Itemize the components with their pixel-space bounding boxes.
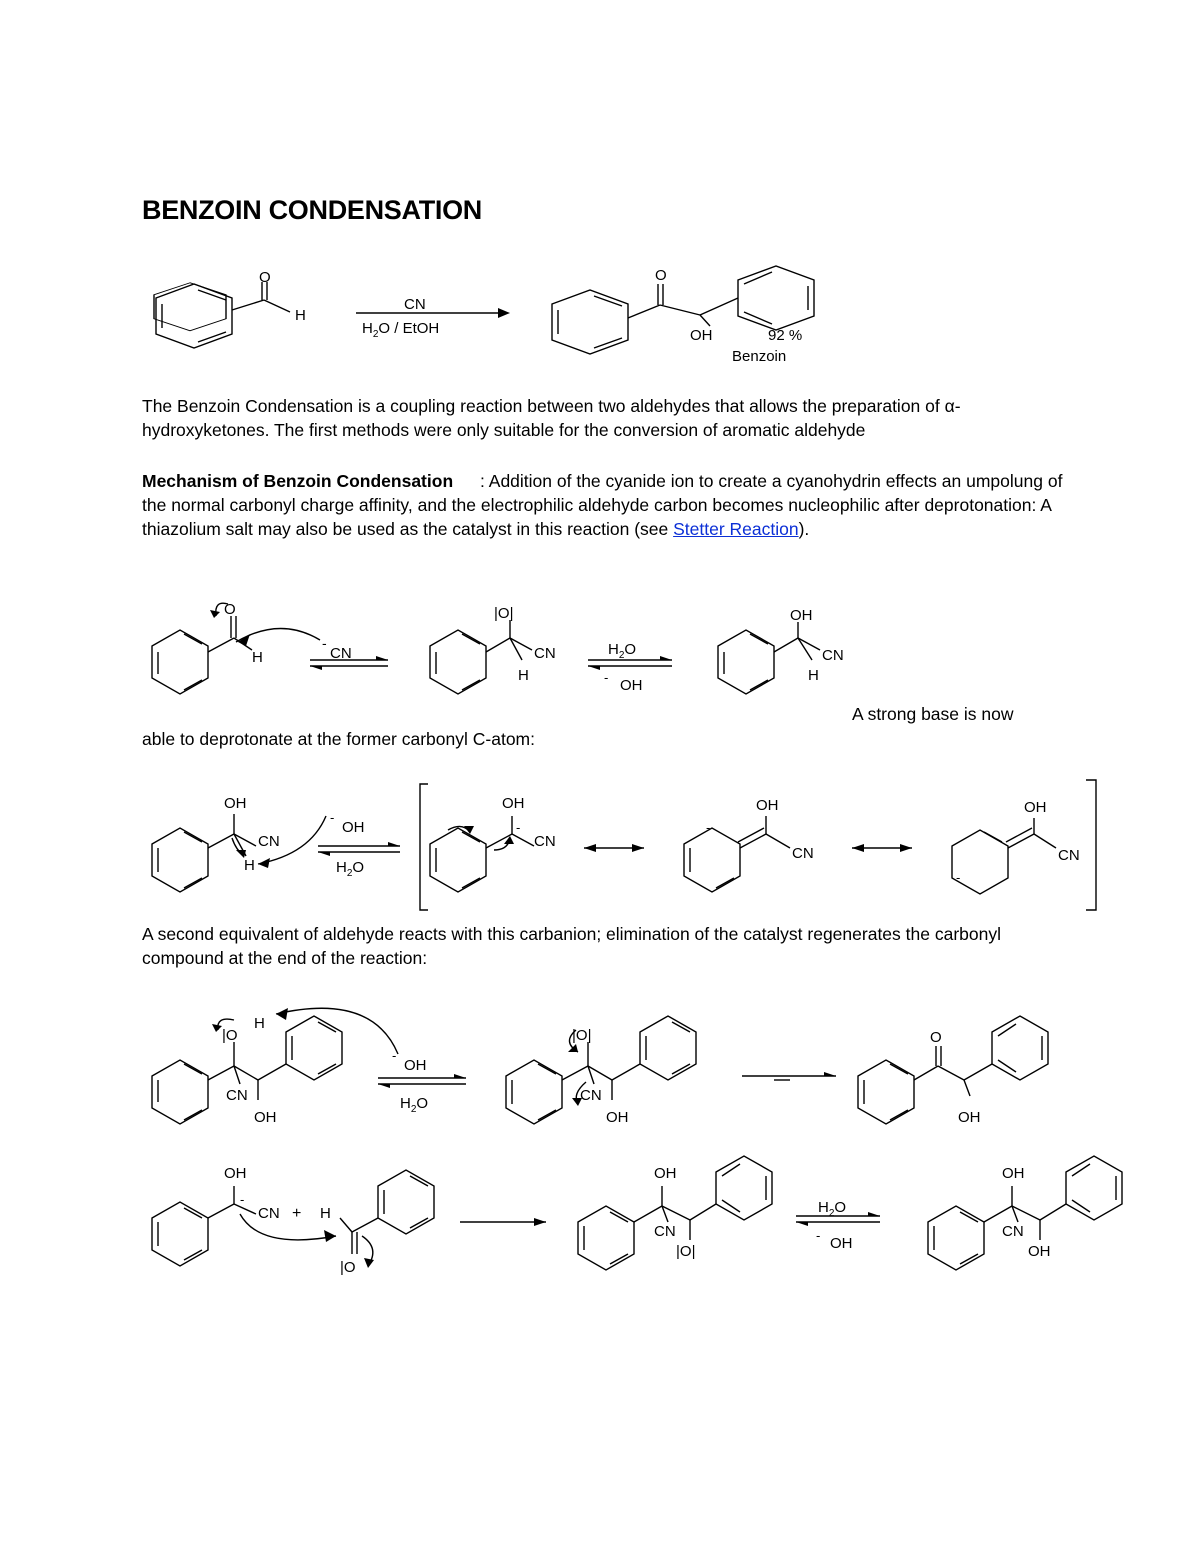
s4-cn-2: CN: [580, 1087, 602, 1104]
s5-cn-3: CN: [1002, 1223, 1024, 1240]
s2-cn-3: CN: [822, 647, 844, 664]
scheme1-yield: 92 %: [768, 327, 803, 344]
stetter-reaction-link[interactable]: Stetter Reaction: [673, 519, 799, 539]
strong-base-text: A strong base is now: [852, 704, 1014, 724]
s5-o-lp: |O|: [676, 1243, 696, 1260]
mechanism-heading: Mechanism of Benzoin Condensation: [142, 471, 454, 491]
s3-cn-3: CN: [792, 845, 814, 862]
s2-cn-2: CN: [534, 645, 556, 662]
cyanide-addition-scheme: [0, 590, 1200, 700]
s3-oh-1: OH: [224, 795, 247, 812]
s4-cn-1: CN: [226, 1087, 248, 1104]
s2-h-2: H: [518, 667, 529, 684]
s5-oh-1: OH: [224, 1165, 247, 1182]
s5-water: $H_2O$: [818, 1199, 847, 1219]
s2-cn: CN: [330, 645, 352, 662]
s2-minus: -: [322, 635, 327, 651]
s4-minus-1: -: [392, 1048, 397, 1063]
s3-minus-4: -: [956, 870, 961, 885]
second-equivalent-paragraph: A second equivalent of aldehyde reacts with this carbanion; elimination of the catalyst regenerates the carbonyl compound at the end of the reaction:: [142, 924, 1001, 968]
s4-h-1: H: [254, 1015, 265, 1032]
s2-o: O: [224, 601, 236, 618]
intro-paragraph: The Benzoin Condensation is a coupling reaction between two aldehydes that allows the preparation of α-hydroxyketones. The first methods were only suitable for the conversion of aromatic aldehyde: [142, 396, 961, 440]
s5-oh-4: OH: [1028, 1243, 1051, 1260]
s4-oh-2: OH: [606, 1109, 629, 1126]
s5-oh-2: OH: [654, 1165, 677, 1182]
scheme1-oh: OH: [690, 327, 713, 344]
s2-h-3: H: [808, 667, 819, 684]
scheme1-o: O: [259, 269, 271, 286]
s5-h-1: H: [320, 1205, 331, 1222]
elimination-scheme: [0, 996, 1200, 1136]
s3-cn-2: CN: [534, 833, 556, 850]
benzaldehyde-structure: [154, 282, 290, 348]
mechanism-paragraph: [142, 469, 1082, 541]
deprotonation-scheme: [0, 776, 1200, 916]
s3-minus-3: -: [706, 820, 711, 835]
s5-oh-3: OH: [1002, 1165, 1025, 1182]
scheme1-h: H: [295, 307, 306, 324]
s5-minus-2: -: [816, 1228, 821, 1243]
page-title: BENZOIN CONDENSATION: [142, 195, 483, 225]
s3-oh-3: OH: [756, 797, 779, 814]
scheme1-conditions: $H_2O$ / EtOH: [362, 320, 440, 340]
s5-minus-1: -: [240, 1192, 245, 1207]
s3-minus-1: -: [330, 810, 335, 825]
s4-oh-1: OH: [254, 1109, 277, 1126]
s4-o-2: |O|: [572, 1027, 592, 1044]
s3-oh-base: OH: [342, 819, 365, 836]
scheme1-benzoin-o: O: [655, 267, 667, 284]
s2-oh-2: OH: [790, 607, 813, 624]
s3-oh-4: OH: [1024, 799, 1047, 816]
s2-oh: OH: [620, 677, 643, 694]
s5-cn-2: CN: [654, 1223, 676, 1240]
s3-h-1: H: [244, 857, 255, 874]
overall-reaction-scheme: [0, 260, 1200, 370]
mechanism-text-2: ).: [798, 519, 810, 539]
s2-water: $H_2O$: [608, 641, 637, 661]
s4-oh-3: OH: [958, 1109, 981, 1126]
second-addition-scheme: [0, 1156, 1200, 1286]
s3-minus-2: -: [516, 820, 521, 835]
scheme1-product: Benzoin: [732, 348, 787, 365]
deprotonate-text: able to deprotonate at the former carbonyl C-atom:: [142, 729, 535, 749]
s3-cn-4: CN: [1058, 847, 1080, 864]
s3-cn-1: CN: [258, 833, 280, 850]
s4-oh-base: OH: [404, 1057, 427, 1074]
s2-o-lp: |O|: [494, 605, 514, 622]
s4-o-1: |O: [222, 1027, 238, 1044]
s5-plus: +: [292, 1205, 302, 1222]
s5-oh-base: OH: [830, 1235, 853, 1252]
s5-cn-1: CN: [258, 1205, 280, 1222]
s3-oh-2: OH: [502, 795, 525, 812]
s5-o-1: |O: [340, 1259, 356, 1276]
s2-minus-oh: -: [604, 670, 609, 685]
s2-h: H: [252, 649, 263, 666]
scheme1-arrow-head: [498, 308, 510, 318]
s4-o-3: O: [930, 1029, 942, 1046]
mechanism-text-1: : Addition of the cyanide ion to create a cyanohydrin effects an umpolung of the normal carbonyl charge affinity, and the electrophilic aldehyde carbon becomes nucleophilic after deprotonation: A thiazolium salt may also be used as the catalyst in this reaction (see: [142, 471, 1063, 539]
scheme1-cn: CN: [404, 296, 426, 313]
s3-water: $H_2O$: [336, 859, 365, 879]
s4-water: $H_2O$: [400, 1095, 429, 1115]
